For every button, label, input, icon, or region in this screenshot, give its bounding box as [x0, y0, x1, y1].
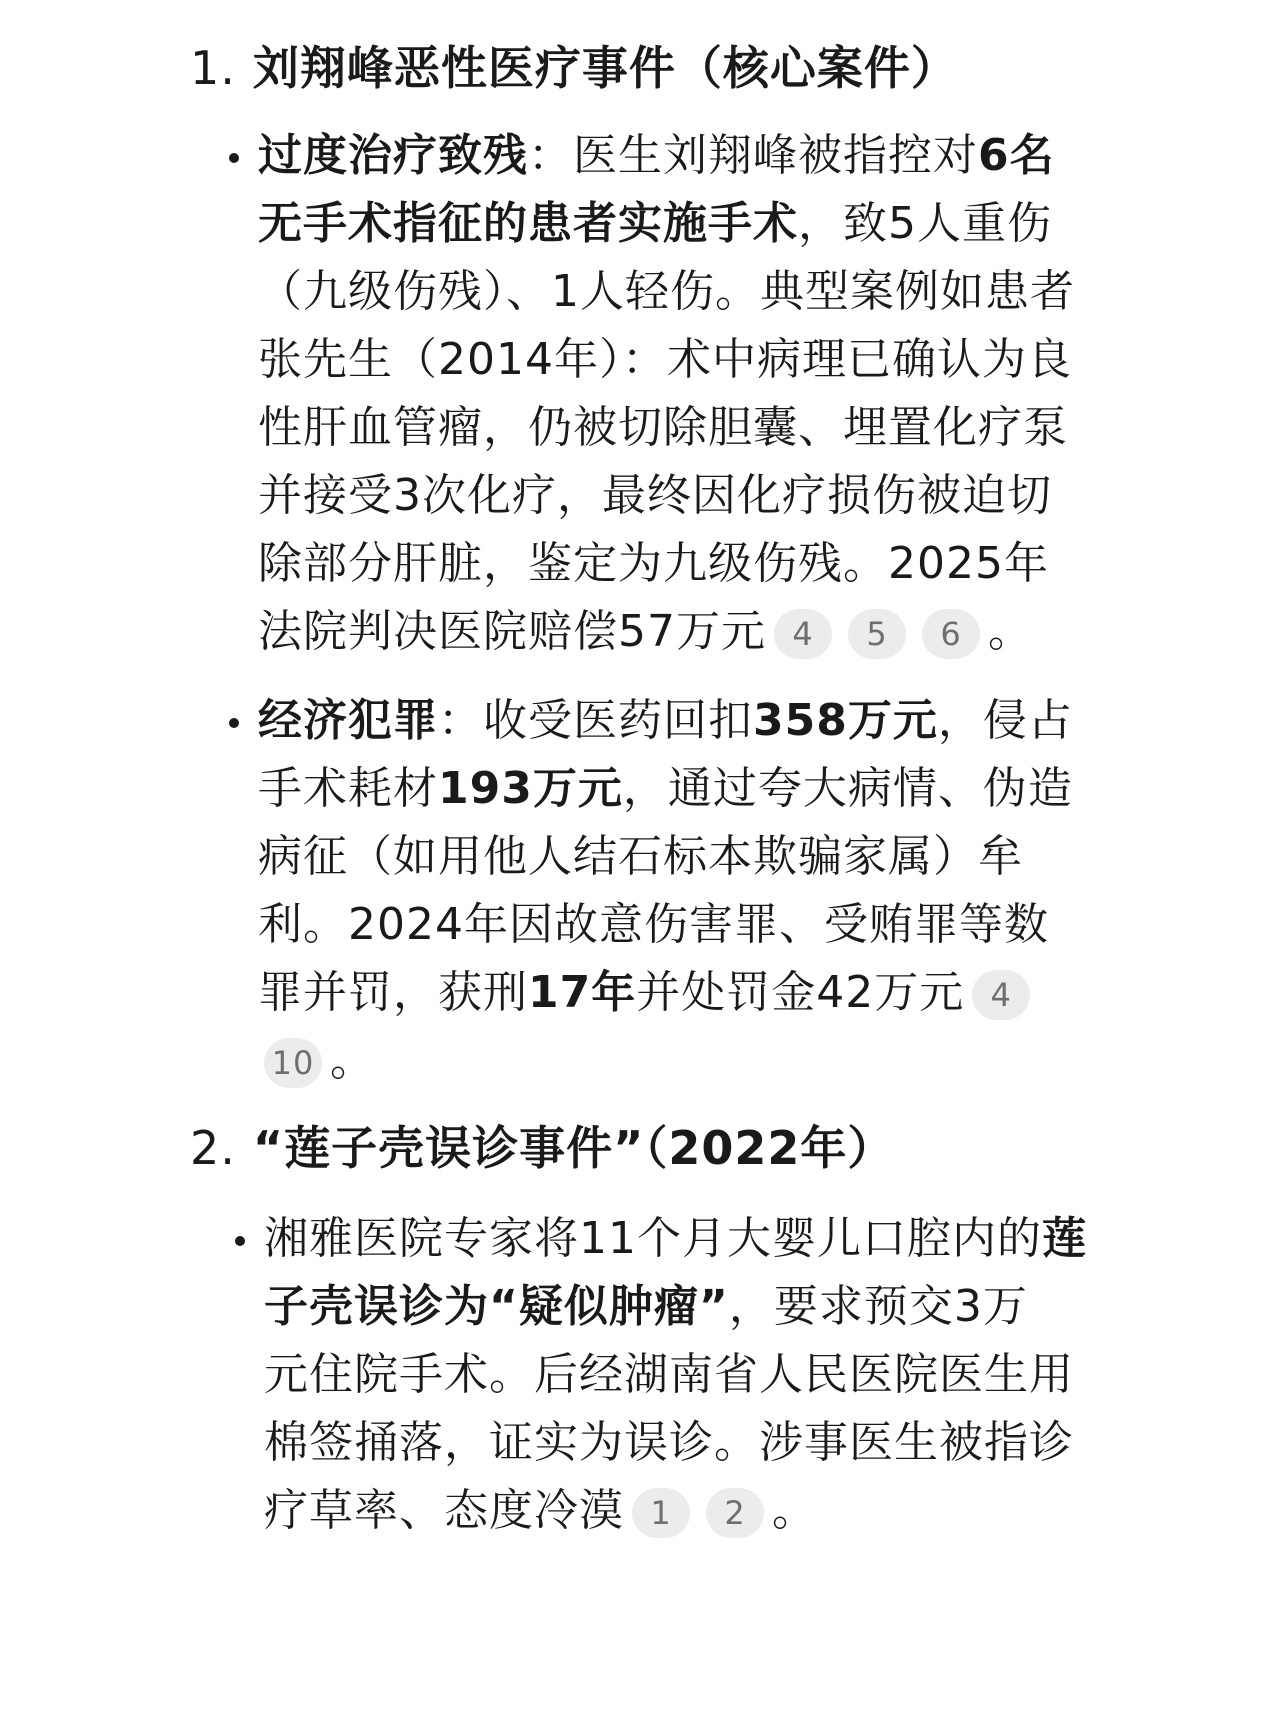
bullet-label: 经济犯罪: [258, 695, 438, 746]
bold-text: 莲: [1042, 1213, 1087, 1264]
bullet-dot: [235, 1236, 245, 1246]
text-line: [264, 1201, 1087, 1277]
text-line: [258, 186, 1052, 262]
bold-text: 17年: [528, 967, 637, 1018]
text-line: 张先生（2014年）：术中病理已确认为良: [258, 334, 1072, 385]
text-span: 收受医药回扣: [483, 695, 753, 746]
section-heading-1: [190, 40, 958, 96]
text-line: 棉签捅落，证实为误诊。涉事医生被指诊: [264, 1417, 1074, 1468]
text-span: ，侵占: [937, 695, 1073, 746]
bullet-dot: [229, 153, 239, 163]
text-span: 医生刘翔峰被指控对: [573, 130, 978, 181]
bold-text: 子壳误诊为“疑似肿瘤”: [264, 1281, 729, 1332]
citation-badge[interactable]: 5: [848, 609, 906, 659]
bullet-dot: [229, 718, 239, 728]
period: 。: [772, 1485, 817, 1536]
heading-title: 刘翔峰恶性医疗事件（核心案件）: [252, 41, 958, 95]
bold-text: 6名: [978, 130, 1055, 181]
text-span: 湘雅医院专家将11个月大婴儿口腔内的: [264, 1213, 1042, 1264]
text-line: 性肝血管瘤，仍被切除胆囊、埋置化疗泵: [258, 402, 1068, 453]
bold-text: 无手术指征的患者实施手术: [258, 198, 798, 249]
bold-text: 193万元: [438, 763, 623, 814]
period: 。: [330, 1035, 375, 1086]
text-line: （九级伤残）、1人轻伤。典型案例如患者: [258, 266, 1075, 317]
heading-title: “莲子壳误诊事件”（2022年）: [252, 1121, 895, 1175]
heading-number: 1.: [190, 41, 236, 95]
text-line: 利。2024年因故意伤害罪、受贿罪等数: [258, 899, 1049, 950]
text-span: 罪并罚，获刑: [258, 967, 528, 1018]
text-line: [258, 955, 1038, 1031]
text-line: 除部分肝脏，鉴定为九级伤残。2025年: [258, 538, 1049, 589]
section-heading-2: [190, 1120, 894, 1176]
text-line: [264, 1473, 817, 1549]
text-span: 法院判决医院赔偿57万元: [258, 606, 766, 657]
text-line: 病征（如用他人结石标本欺骗家属）牟: [258, 831, 1023, 882]
citation-badge[interactable]: 6: [922, 609, 980, 659]
text-span: ，要求预交3万: [728, 1281, 1028, 1332]
bullet-label: 过度治疗致残: [258, 130, 528, 181]
colon: ：: [438, 695, 483, 746]
text-span: ，致5人重伤: [798, 198, 1052, 249]
citation-badge[interactable]: 4: [972, 970, 1030, 1020]
text-line: [258, 594, 1033, 670]
citation-badge[interactable]: 2: [706, 1488, 764, 1538]
text-line: [258, 1023, 375, 1099]
text-line: 元住院手术。后经湖南省人民医院医生用: [264, 1349, 1074, 1400]
period: 。: [988, 606, 1033, 657]
bold-text: 358万元: [753, 695, 938, 746]
text-span: ，通过夸大病情、伪造: [622, 763, 1073, 814]
citation-badge[interactable]: 4: [774, 609, 832, 659]
text-span: 并处罚金42万元: [636, 967, 965, 1018]
text-span: 手术耗材: [258, 763, 438, 814]
text-line: [264, 1269, 1028, 1345]
heading-number: 2.: [190, 1121, 236, 1175]
text-span: 疗草率、态度冷漠: [264, 1485, 624, 1536]
text-line: [258, 683, 1073, 759]
text-line: [258, 118, 1055, 194]
citation-badge[interactable]: 1: [632, 1488, 690, 1538]
text-line: [258, 751, 1073, 827]
citation-badge[interactable]: 10: [264, 1038, 322, 1088]
colon: ：: [528, 130, 573, 181]
text-line: 并接受3次化疗，最终因化疗损伤被迫切: [258, 470, 1052, 521]
